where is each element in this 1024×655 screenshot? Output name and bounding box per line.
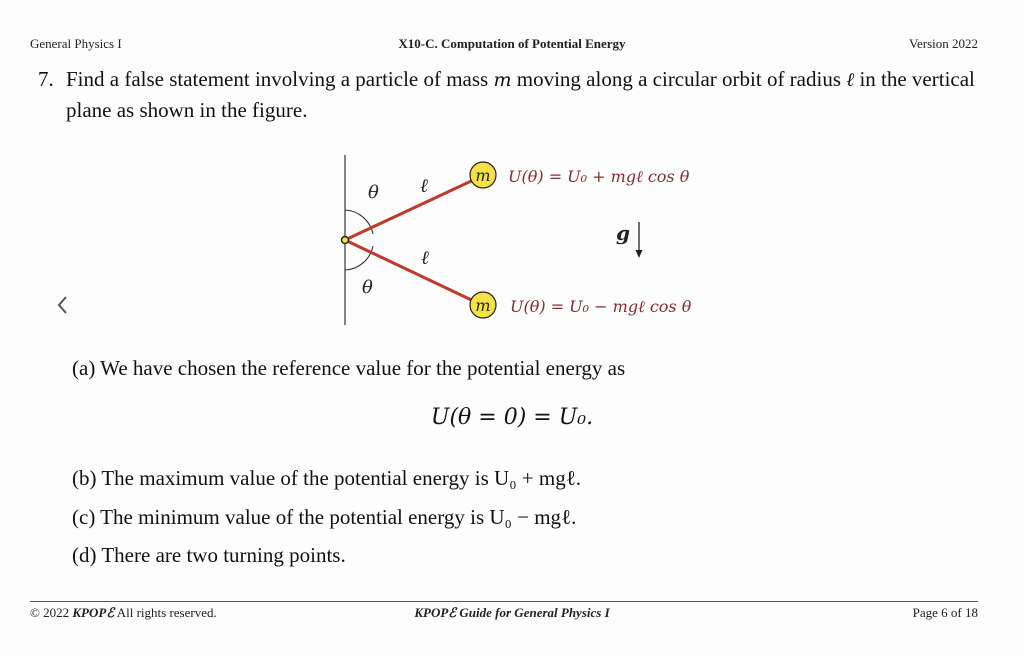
mass-label-top: m — [475, 166, 491, 185]
question-number: 7. — [38, 67, 54, 91]
option-c: (c) The minimum value of the potential energy is U₀ − mgℓ. — [72, 505, 577, 529]
ell-label-top: ℓ — [420, 175, 428, 197]
copyright-suffix: All rights reserved. — [114, 605, 217, 620]
footer-guide-title: KPOPℰ Guide for General Physics I — [414, 605, 610, 620]
pivot-point — [342, 237, 349, 244]
option-d: (d) There are two turning points. — [72, 543, 346, 567]
copyright-brand: KPOPℰ — [72, 605, 115, 620]
question-text-part1: Find a false statement involving a particle of mass — [66, 67, 494, 91]
copyright-prefix: © 2022 — [30, 605, 73, 620]
angle-arc-bottom — [345, 246, 373, 270]
question-text-part3: in the vertical plane as shown in the figure. — [66, 67, 975, 122]
potential-formula-top: U(θ) = U₀ + mgℓ cos θ — [508, 167, 690, 186]
header-version: Version 2022 — [909, 36, 978, 51]
mass-label-bottom: m — [475, 296, 491, 315]
reference-equation: U(θ = 0) = U₀. — [430, 405, 594, 430]
header-course: General Physics I — [30, 36, 122, 51]
potential-formula-bottom: U(θ) = U₀ − mgℓ cos θ — [510, 297, 692, 316]
ell-label-bottom: ℓ — [421, 247, 429, 269]
theta-label-bottom: θ — [362, 277, 373, 298]
option-a: (a) We have chosen the reference value for the potential energy as — [72, 356, 626, 380]
chevron-left-icon — [55, 294, 69, 316]
mass-symbol: m — [493, 69, 512, 91]
option-b: (b) The maximum value of the potential energy is U₀ + mgℓ. — [72, 466, 582, 490]
gravity-arrow-head — [636, 250, 643, 258]
rod-top — [345, 176, 482, 240]
prev-page-button[interactable] — [50, 290, 74, 320]
header-section-title: X10-C. Computation of Potential Energy — [398, 36, 626, 51]
footer-divider — [30, 601, 978, 602]
pendulum-figure — [330, 150, 730, 330]
footer-page-number: Page 6 of 18 — [912, 605, 978, 620]
radius-symbol: ℓ — [846, 69, 855, 91]
question-text — [66, 64, 986, 125]
question-text-part2: moving along a circular orbit of radius — [511, 67, 847, 91]
gravity-label: g — [616, 221, 630, 245]
theta-label-top: θ — [368, 182, 379, 203]
